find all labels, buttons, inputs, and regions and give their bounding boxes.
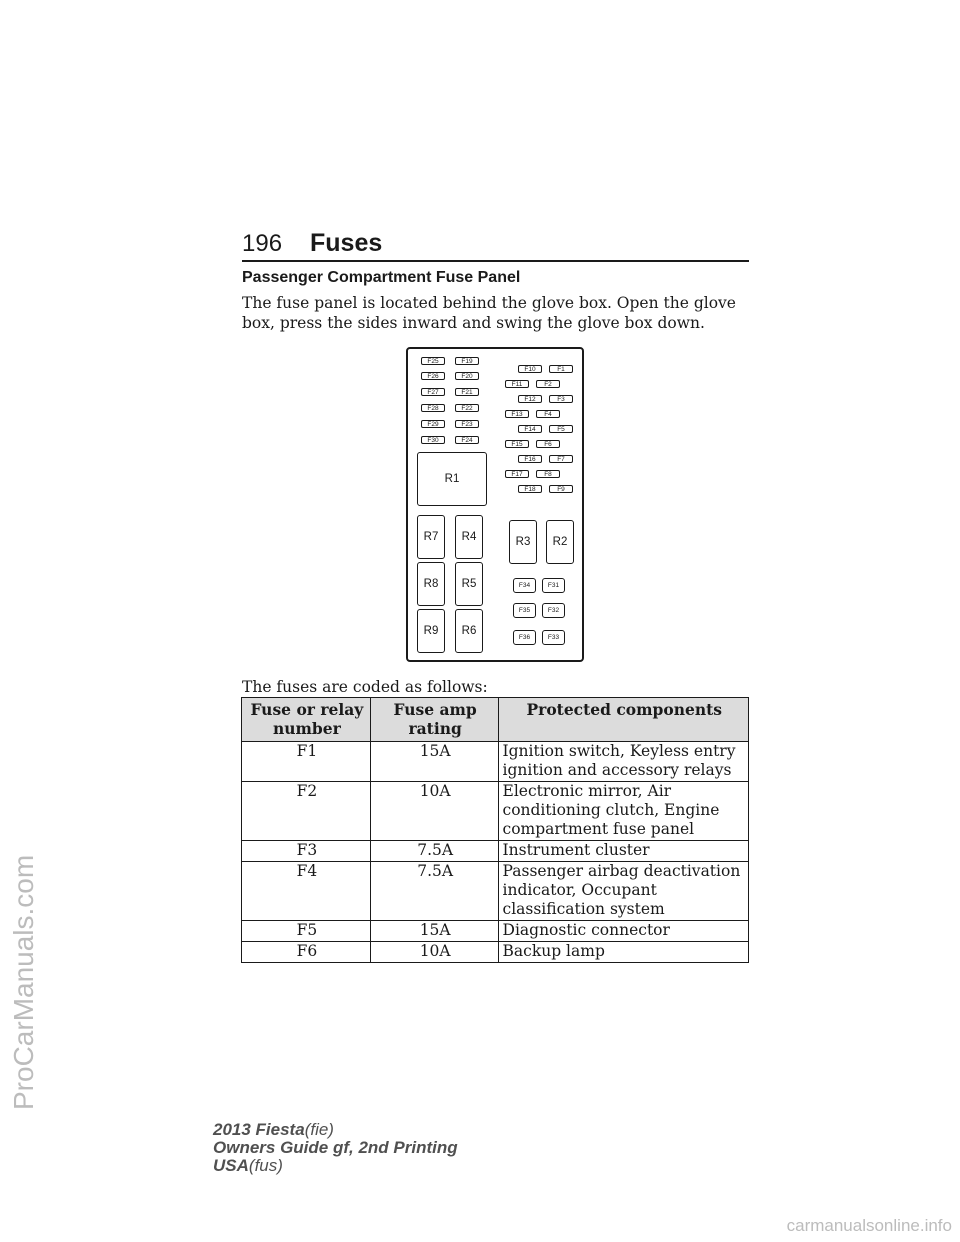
fuse-label: F23	[455, 420, 479, 428]
relay-label: R9	[417, 609, 445, 653]
intro-paragraph: The fuse panel is located behind the glove box. Open the glove box, press the sides inward and swing the glove box down.	[242, 294, 736, 332]
footer-market-code: (fus)	[248, 1156, 283, 1175]
fuse-amp: 7.5A	[370, 841, 498, 862]
fuse-label: F14	[518, 425, 542, 433]
coded-intro: The fuses are coded as follows:	[242, 678, 488, 696]
relay-label: R6	[455, 609, 483, 653]
table-header-row	[242, 698, 749, 742]
page-number: 196	[242, 230, 283, 257]
page-header	[242, 226, 749, 262]
protected-components: Passenger airbag deactivation indicator, Occupant classification system	[498, 862, 748, 921]
footer-model-code: (fie)	[304, 1120, 334, 1139]
relay-label: R2	[546, 520, 574, 564]
fuse-label: F35	[513, 603, 536, 618]
fuse-label: F22	[455, 404, 479, 412]
fuse-label: F27	[421, 388, 445, 396]
table-row	[242, 942, 749, 963]
fuse-label: F1	[549, 365, 573, 373]
fuse-amp: 10A	[370, 782, 498, 841]
fuse-number: F2	[242, 782, 371, 841]
fuse-label: F17	[505, 470, 529, 478]
table-row	[242, 782, 749, 841]
fuse-number: F5	[242, 921, 371, 942]
fuse-label: F2	[536, 380, 560, 388]
fuse-label: F18	[518, 485, 542, 493]
protected-components: Electronic mirror, Air conditioning clutch, Engine compartment fuse panel	[498, 782, 748, 841]
fuse-label: F13	[505, 410, 529, 418]
footer-market: USA	[213, 1156, 249, 1175]
fuse-label: F11	[505, 380, 529, 388]
fuse-label: F15	[505, 440, 529, 448]
table-row	[242, 742, 749, 782]
protected-components: Diagnostic connector	[498, 921, 748, 942]
relay-label: R8	[417, 562, 445, 606]
fuse-label: F26	[421, 372, 445, 380]
fuse-label: F6	[536, 440, 560, 448]
fuse-amp: 15A	[370, 742, 498, 782]
fuse-label: F20	[455, 372, 479, 380]
fuse-panel-diagram	[406, 347, 584, 662]
fuse-label: F36	[513, 630, 536, 645]
protected-components: Backup lamp	[498, 942, 748, 963]
footer-model: 2013 Fiesta	[213, 1120, 305, 1139]
fuse-number: F3	[242, 841, 371, 862]
page-footer	[213, 1121, 458, 1175]
fuse-label: F12	[518, 395, 542, 403]
fuse-label: F24	[455, 436, 479, 444]
fuse-label: F28	[421, 404, 445, 412]
fuse-label: F4	[536, 410, 560, 418]
fuse-label: F25	[421, 357, 445, 365]
fuse-number: F6	[242, 942, 371, 963]
fuse-label: F30	[421, 436, 445, 444]
protected-components: Ignition switch, Keyless entry ignition and accessory relays	[498, 742, 748, 782]
bottom-watermark: carmanualsonline.info	[786, 1216, 952, 1235]
table-row	[242, 921, 749, 942]
fuse-number: F4	[242, 862, 371, 921]
fuse-label: F8	[536, 470, 560, 478]
column-header: Fuse amp rating	[370, 698, 498, 742]
relay-label: R4	[455, 515, 483, 559]
column-header: Fuse or relay number	[242, 698, 371, 742]
fuse-amp: 7.5A	[370, 862, 498, 921]
section-heading: Passenger Compartment Fuse Panel	[242, 269, 521, 286]
section-title: Fuses	[310, 229, 383, 257]
fuse-amp: 15A	[370, 921, 498, 942]
fuse-label: F5	[549, 425, 573, 433]
fuse-label: F31	[542, 578, 565, 593]
relay-label: R3	[509, 520, 537, 564]
relay-label: R7	[417, 515, 445, 559]
relay-label: R5	[455, 562, 483, 606]
fuse-label: F3	[549, 395, 573, 403]
fuse-label: F7	[549, 455, 573, 463]
table-row	[242, 862, 749, 921]
fuse-label: F21	[455, 388, 479, 396]
table-row	[242, 841, 749, 862]
fuse-label: F10	[518, 365, 542, 373]
fuse-label: F34	[513, 578, 536, 593]
fuse-label: F29	[421, 420, 445, 428]
fuse-number: F1	[242, 742, 371, 782]
fuse-label: F16	[518, 455, 542, 463]
fuse-label: F32	[542, 603, 565, 618]
fuse-table	[241, 697, 749, 963]
fuse-amp: 10A	[370, 942, 498, 963]
relay-label: R1	[417, 452, 487, 506]
footer-guide: Owners Guide gf, 2nd Printing	[213, 1138, 458, 1157]
column-header: Protected components	[498, 698, 748, 742]
fuse-label: F33	[542, 630, 565, 645]
fuse-label: F19	[455, 357, 479, 365]
protected-components: Instrument cluster	[498, 841, 748, 862]
fuse-label: F9	[549, 485, 573, 493]
